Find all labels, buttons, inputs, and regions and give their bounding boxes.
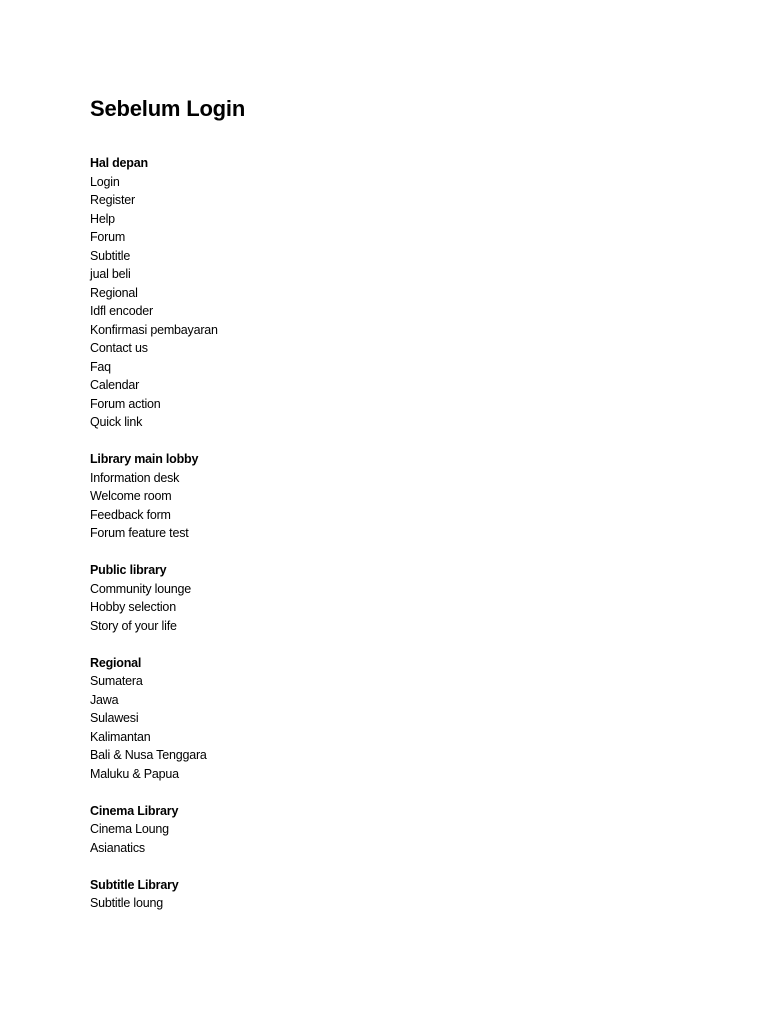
list-item: Quick link <box>90 415 143 429</box>
list-item: Sulawesi <box>90 711 139 725</box>
section-list <box>90 820 690 857</box>
section-regional <box>90 654 690 784</box>
list-item: Welcome room <box>90 489 172 503</box>
list-item: Story of your life <box>90 618 177 633</box>
section-subtitle-library <box>90 876 690 913</box>
list-item: Konfirmasi pembayaran <box>90 322 218 337</box>
list-item: Forum action <box>90 396 161 411</box>
list-item: Idfl encoder <box>90 304 153 318</box>
list-item: Kalimantan <box>90 729 151 744</box>
list-item: Subtitle loung <box>90 896 163 910</box>
section-heading: Subtitle Library <box>90 877 179 892</box>
section-heading: Hal depan <box>90 156 148 170</box>
section-public-library <box>90 561 690 635</box>
list-item: Calendar <box>90 378 140 392</box>
section-hal-depan <box>90 154 690 432</box>
list-item: Cinema Loung <box>90 822 169 836</box>
section-list <box>90 894 690 913</box>
list-item: Asianatics <box>90 840 145 855</box>
section-list <box>90 469 690 543</box>
section-heading: Public library <box>90 563 167 577</box>
list-item: Community lounge <box>90 581 192 596</box>
list-item: Login <box>90 174 120 189</box>
list-item: Forum <box>90 230 126 244</box>
section-list <box>90 580 690 636</box>
section-cinema-library <box>90 802 690 858</box>
page-title: Sebelum Login <box>90 96 246 121</box>
section-heading: Cinema Library <box>90 803 179 818</box>
list-item: Contact us <box>90 341 148 355</box>
list-item: Subtitle <box>90 248 131 263</box>
section-heading: Library main lobby <box>90 452 199 466</box>
list-item: Jawa <box>90 692 119 707</box>
list-item: Regional <box>90 285 138 300</box>
section-list <box>90 672 690 783</box>
document-page <box>90 94 690 931</box>
list-item: jual beli <box>90 267 131 281</box>
list-item: Information desk <box>90 470 180 485</box>
list-item: Hobby selection <box>90 600 176 614</box>
list-item: Maluku & Papua <box>90 766 179 781</box>
list-item: Sumatera <box>90 674 143 688</box>
section-library-main-lobby <box>90 450 690 543</box>
section-heading: Regional <box>90 655 142 670</box>
list-item: Feedback form <box>90 507 171 522</box>
list-item: Register <box>90 193 135 207</box>
list-item: Bali & Nusa Tenggara <box>90 748 207 762</box>
list-item: Faq <box>90 359 111 374</box>
section-list <box>90 173 690 432</box>
list-item: Help <box>90 211 115 226</box>
list-item: Forum feature test <box>90 526 189 540</box>
